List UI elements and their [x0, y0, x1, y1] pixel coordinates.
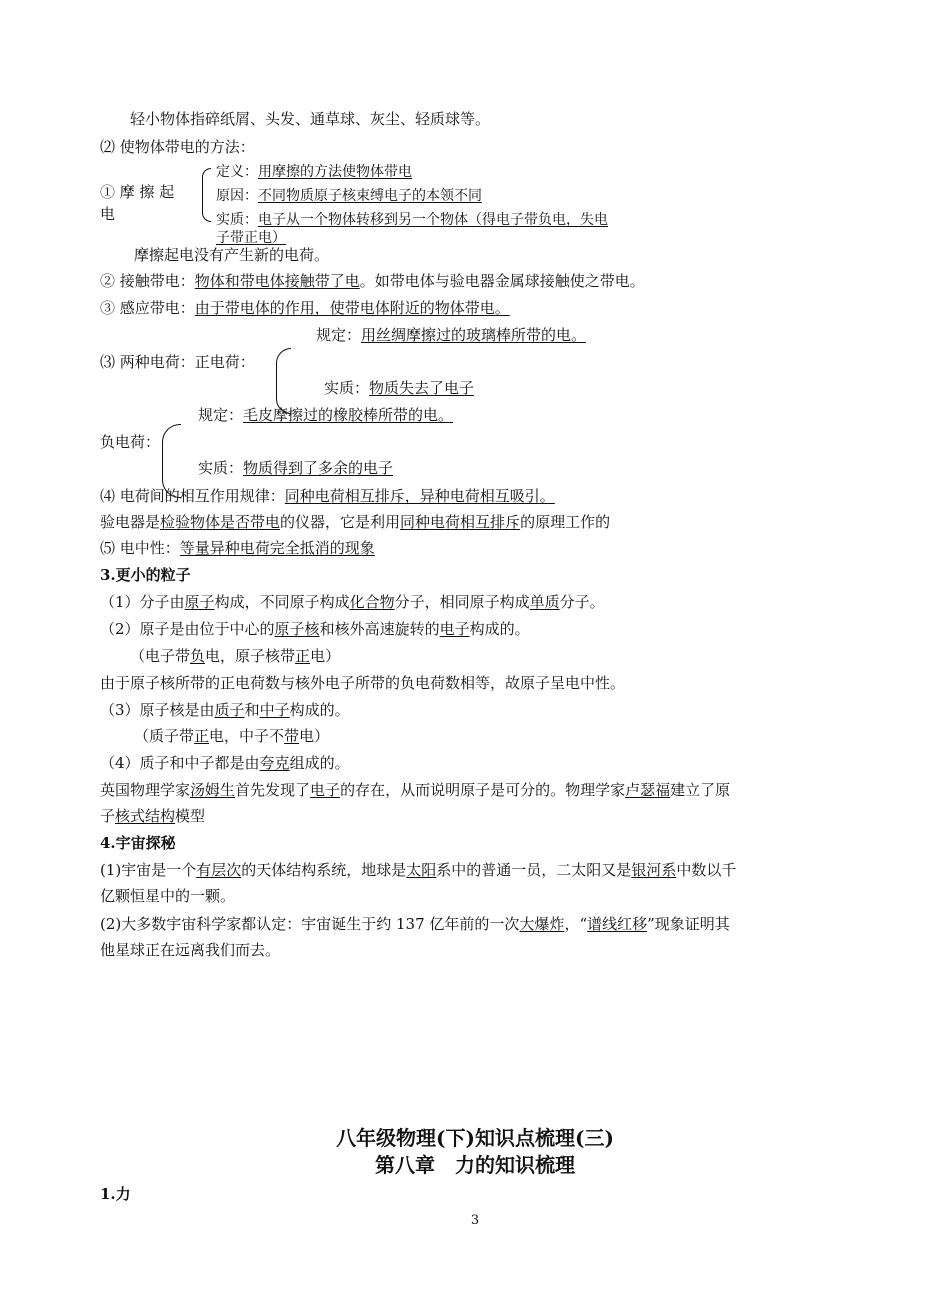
friction-definition: 定义：用摩擦的方法使物体带电 [216, 164, 412, 180]
section-3-line-6: （质子带正电，中子不带电） [134, 727, 330, 745]
document-title: 八年级物理(下)知识点梳理(三) [336, 1126, 614, 1150]
section-3-line-2: （2）原子是由位于中心的原子核和核外高速旋转的电子构成的。 [100, 620, 530, 638]
force-heading: 1.力 [100, 1185, 131, 1203]
method-heading: ⑵ 使物体带电的方法： [100, 138, 255, 156]
interaction-law-text: 同种电荷相互排斥，异种电荷相互吸引。 [284, 487, 555, 505]
contact-charging-text: 物体和带电体接触带了电 [194, 272, 360, 290]
section-3-line-5: （3）原子核是由质子和中子构成的。 [100, 701, 350, 719]
induction-charging: ③ 感应带电：由于带电体的作用，使带电体附近的物体带电。 [100, 299, 510, 317]
friction-essence-text: 电子从一个物体转移到另一个物体（得电子带负电，失电 [258, 212, 608, 228]
section-4-line-1: (1)宇宙是一个有层次的天体结构系统，地球是太阳系中的普通一员，二太阳又是银河系中数以千 [100, 861, 737, 879]
section-3-line-3: （电子带负电，原子核带正电） [130, 647, 341, 665]
friction-essence: 实质：电子从一个物体转移到另一个物体（得电子带负电，失电 [216, 212, 608, 228]
negative-rule: 规定：毛皮摩擦过的橡胶棒所带的电。 [198, 406, 454, 424]
positive-essence-text: 物质失去了电子 [369, 379, 475, 397]
section-4-heading: 4.宇宙探秘 [100, 834, 176, 852]
electric-neutrality-text: 等量异种电荷完全抵消的现象 [179, 539, 375, 557]
negative-rule-text: 毛皮摩擦过的橡胶棒所带的电。 [243, 406, 454, 424]
friction-cause-text: 不同物质原子核束缚电子的本领不同 [258, 188, 482, 204]
section-3-heading: 3.更小的粒子 [100, 566, 191, 584]
friction-brace [202, 168, 211, 222]
friction-note: 摩擦起电没有产生新的电荷。 [134, 246, 330, 264]
friction-label: ① 摩 擦 起 [100, 183, 175, 201]
electroscope-line: 验电器是检验物体是否带电的仪器，它是利用同种电荷相互排斥的原理工作的 [100, 513, 611, 531]
positive-essence: 实质：物质失去了电子 [324, 379, 475, 397]
friction-essence-cont: 子带正电） [216, 230, 286, 246]
negative-essence-text: 物质得到了多余的电子 [243, 459, 394, 477]
section-3-line-1: （1）分子由原子构成，不同原子构成化合物分子，相同原子构成单质分子。 [100, 593, 605, 611]
friction-definition-text: 用摩擦的方法使物体带电 [258, 164, 412, 180]
page-number: 3 [470, 1213, 480, 1228]
section-3-line-8: 英国物理学家汤姆生首先发现了电子的存在，从而说明原子是可分的。物理学家卢瑟福建立了原 [100, 781, 731, 799]
charges-heading: ⑶ 两种电荷：正电荷： [100, 353, 255, 371]
friction-label-cont: 电 [100, 205, 116, 223]
section-3-line-7: （4）质子和中子都是由夸克组成的。 [100, 754, 350, 772]
chapter-title: 第八章 力的知识梳理 [375, 1153, 575, 1177]
section-4-line-2: 亿颗恒星中的一颗。 [100, 887, 236, 905]
negative-essence: 实质：物质得到了多余的电子 [198, 459, 394, 477]
induction-charging-text: 由于带电体的作用，使带电体附近的物体带电。 [194, 299, 510, 317]
section-4-line-3: (2)大多数宇宙科学家都认定：宇宙诞生于约 137 亿年前的一次大爆炸，“谱线红移”现象证明其 [100, 915, 730, 933]
negative-label: 负电荷： [100, 433, 161, 451]
section-3-line-4: 由于原子核所带的正电荷数与核外电子所带的负电荷数相等，故原子呈电中性。 [100, 674, 626, 692]
light-objects-line: 轻小物体指碎纸屑、头发、通草球、灰尘、轻质球等。 [130, 110, 491, 128]
interaction-law: ⑷ 电荷间的相互作用规律：同种电荷相互排斥，异种电荷相互吸引。 [100, 487, 555, 505]
positive-rule-text: 用丝绸摩擦过的玻璃棒所带的电。 [361, 326, 587, 344]
positive-rule: 规定：用丝绸摩擦过的玻璃棒所带的电。 [316, 326, 587, 344]
contact-charging: ② 接触带电：物体和带电体接触带了电。如带电体与验电器金属球接触使之带电。 [100, 272, 645, 290]
electric-neutrality: ⑸ 电中性：等量异种电荷完全抵消的现象 [100, 539, 375, 557]
friction-cause: 原因：不同物质原子核束缚电子的本领不同 [216, 188, 482, 204]
section-4-line-4: 他星球正在远离我们而去。 [100, 941, 281, 959]
section-3-line-9: 子核式结构模型 [100, 807, 206, 825]
